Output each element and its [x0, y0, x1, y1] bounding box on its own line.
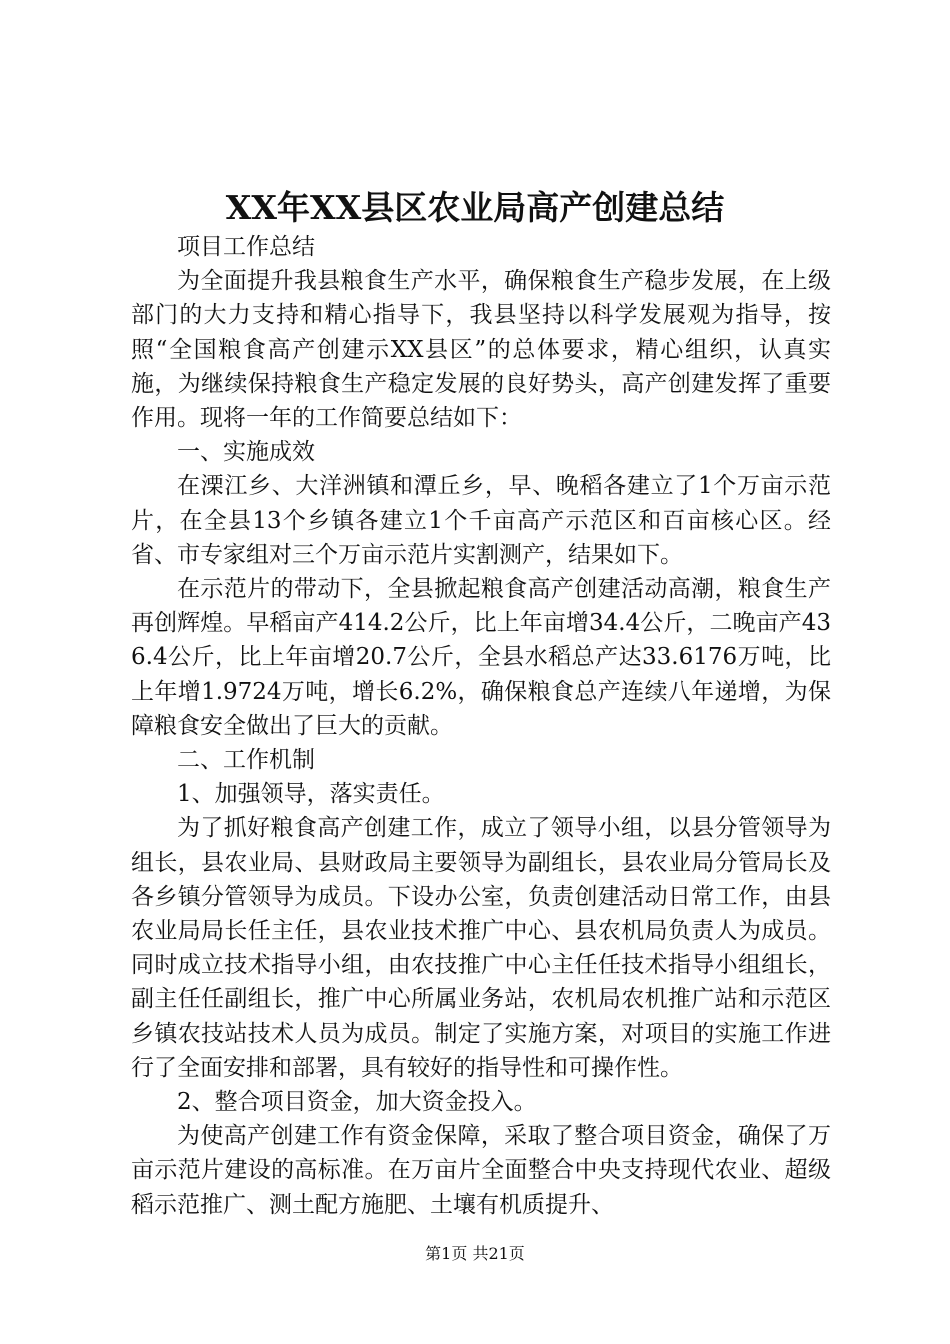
section-heading-mechanism: 二、工作机制 — [177, 747, 315, 774]
subheading-leadership: 1、加强领导，落实责任。 — [177, 781, 445, 808]
subheading-funding: 2、整合项目资金，加大资金投入。 — [177, 1089, 537, 1116]
page-number-footer: 第1页 共21页 — [425, 1244, 525, 1263]
paragraph-intro: 为全面提升我县粮食生产水平，确保粮食生产稳步发展，在上级部门的大力支持和精心指导下，我县坚持以科学发展观为指导，按照“全国粮食高产创建示XX县区”的总体要求，精心组织，认真实施，为继续保持粮食生产稳定发展的良好势头，高产创建发挥了重要作用。现将一年的工作简要总结如下： — [131, 268, 831, 432]
paragraph-project-summary-heading: 项目工作总结 — [177, 234, 315, 260]
document-body — [131, 230, 831, 1222]
paragraph-yield-results: 在示范片的带动下，全县掀起粮食高产创建活动高潮，粮食生产再创辉煌。早稻亩产414.2公斤，比上年亩增34.4公斤，二晚亩产436.4公斤，比上年亩增20.7公斤，全县水稻总产达33.6176万吨，比上年增1.9724万吨，增长6.2%，确保粮食总产连续八年递增，为保障粮食安全做出了巨大的贡献。 — [131, 576, 831, 739]
paragraph-demo-zones: 在溧江乡、大洋洲镇和潭丘乡，早、晚稻各建立了1个万亩示范片，在全县13个乡镇各建立1个千亩高产示范区和百亩核心区。经省、市专家组对三个万亩示范片实割测产，结果如下。 — [131, 473, 831, 568]
document-title: XX年XX县区农业局高产创建总结 — [225, 188, 725, 227]
paragraph-leadership: 为了抓好粮食高产创建工作，成立了领导小组，以县分管领导为组长，县农业局、县财政局主要领导为副组长，县农业局分管局长及各乡镇分管领导为成员。下设办公室，负责创建活动日常工作，由县农业局局长任主任，县农业技术推广中心、县农机局负责人为成员。同时成立技术指导小组，由农技推广中心主任任技术指导小组组长，副主任任副组长，推广中心所属业务站，农机局农机推广站和示范区乡镇农技站技术人员为成员。制定了实施方案，对项目的实施工作进行了全面安排和部署，具有较好的指导性和可操作性。 — [131, 815, 831, 1081]
paragraph-funding: 为使高产创建工作有资金保障，采取了整合项目资金，确保了万亩示范片建设的高标准。在万亩片全面整合中央支持现代农业、超级稻示范推广、测土配方施肥、土壤有机质提升、 — [131, 1123, 831, 1218]
section-heading-results: 一、实施成效 — [177, 439, 315, 466]
